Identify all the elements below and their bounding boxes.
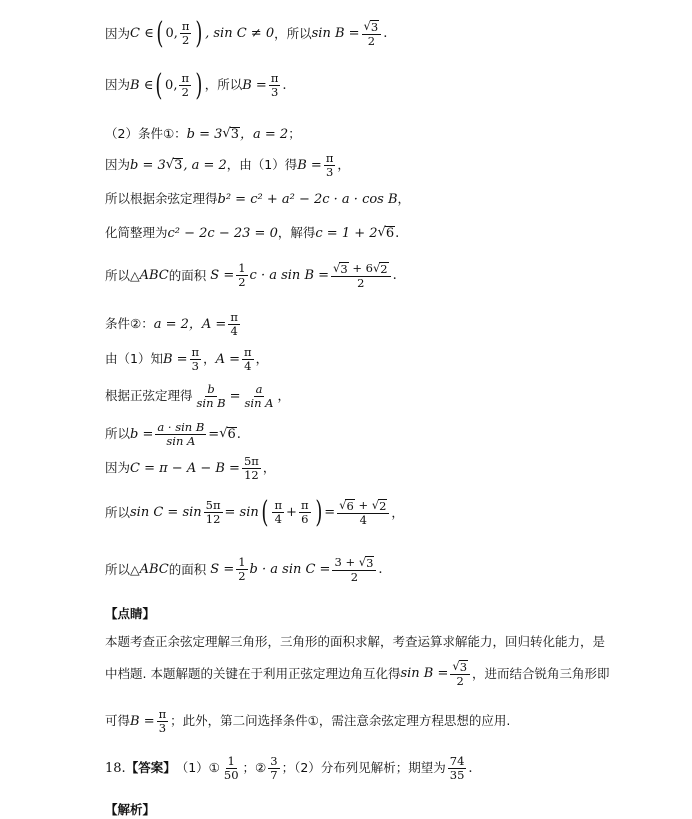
fraction: $\frac{5\pi}{12}$ xyxy=(243,454,259,483)
fraction: $\frac{1}{50}$ xyxy=(223,754,239,783)
fraction: $\frac{\pi}{3}$ xyxy=(191,345,200,374)
fraction: $\frac{\pi}{3}$ xyxy=(158,707,167,736)
fraction: √ 3 2 xyxy=(362,20,382,48)
math: 0, xyxy=(165,78,178,94)
math: c = 1 + 2 xyxy=(315,226,378,242)
q18-answer xyxy=(105,755,473,782)
text: ，由（1）得 xyxy=(226,157,298,173)
solution-line-14 xyxy=(105,556,383,584)
math: sin B = xyxy=(400,666,449,682)
fraction: $\frac{\pi}{2}$ xyxy=(181,19,190,48)
paren-open: ( xyxy=(261,494,269,530)
fraction: $\frac{\pi}{3}$ xyxy=(325,151,334,180)
sqrt: √ 6 xyxy=(219,426,236,443)
text: 由（1）知 xyxy=(105,351,163,367)
solution-line-2 xyxy=(105,67,287,103)
math: B = xyxy=(297,158,322,174)
math: a = 2， xyxy=(153,317,202,333)
math: c² − 2c − 23 = 0 xyxy=(167,226,278,242)
fraction: $\frac{74}{35}$ xyxy=(449,754,465,783)
math: b² = c² + a² − 2c · a · cos B xyxy=(217,192,398,207)
dianjing-paragraph-2 xyxy=(105,660,610,688)
solution-line-6 xyxy=(105,226,399,241)
math: + xyxy=(286,505,297,521)
fraction: $\frac{\pi}{2}$ xyxy=(181,71,190,100)
text: 所以 xyxy=(105,504,131,520)
dianjing-paragraph-3 xyxy=(105,708,510,735)
math: B = xyxy=(242,78,267,94)
fraction: $\frac{3}{7}$ xyxy=(270,754,278,783)
text: （2）条件①： xyxy=(105,126,187,142)
text: 因为 xyxy=(105,460,131,476)
text: 的面积 xyxy=(168,267,207,283)
math: = sin xyxy=(224,505,259,521)
math: A = xyxy=(201,317,227,333)
math: . xyxy=(282,78,287,94)
fraction: $\frac{\pi}{4}$ xyxy=(244,345,252,374)
math: , sin C ≠ 0 xyxy=(205,26,275,42)
text: ，进而结合锐角三角形即 xyxy=(472,665,610,681)
text: ， xyxy=(391,504,404,520)
sqrt: √ 3 xyxy=(165,157,183,174)
text: 中档题. 本题解题的关键在于利用正弦定理边角互化得 xyxy=(105,665,401,681)
math: A = xyxy=(215,352,241,368)
math: S = xyxy=(210,562,235,578)
paren-close: ) xyxy=(195,67,203,103)
math: b = 3 xyxy=(186,127,223,143)
fraction: $\frac{\pi}{4}$ xyxy=(274,498,283,527)
math: b = 3 xyxy=(130,158,166,174)
math: . xyxy=(395,226,400,242)
math: sin B = xyxy=(311,26,360,42)
text: （1）① xyxy=(175,760,220,776)
text: 条件②： xyxy=(105,316,154,332)
paren-open: ( xyxy=(156,15,164,51)
text: ；此外，第二问选择条件①，需注意余弦定理方程思想的应用. xyxy=(170,713,511,729)
text: 化简整理为 xyxy=(105,225,168,241)
text: ， xyxy=(203,351,216,367)
text: 所以△ xyxy=(105,267,140,283)
text: ； xyxy=(288,126,301,142)
paren-close: ) xyxy=(195,15,203,51)
text: ；② xyxy=(242,760,267,776)
solution-line-4 xyxy=(105,152,350,179)
solution-line-7 xyxy=(105,262,397,290)
solution-line-9 xyxy=(105,346,268,373)
fraction: $\frac{1}{2}$ xyxy=(238,261,246,290)
answer-tag: 【答案】 xyxy=(125,760,176,776)
math: . xyxy=(468,761,473,777)
text: 因为 xyxy=(105,77,131,93)
math: B ∈ xyxy=(130,78,154,94)
solution-line-5 xyxy=(105,193,410,206)
fraction: $\frac{\text{a · sin B}}{\text{sin A}}$ xyxy=(157,420,205,449)
text: ， xyxy=(262,460,276,476)
fraction: √ 3 2 xyxy=(450,660,470,688)
fraction: √ 3 + 6 √ 2 2 xyxy=(331,262,391,290)
solution-line-12 xyxy=(105,455,275,482)
math: 0, xyxy=(165,26,178,42)
math: C = π − A − B = xyxy=(130,461,240,477)
fraction: 3 + √ 3 2 xyxy=(332,556,376,584)
fraction: $\frac{\pi}{3}$ xyxy=(270,71,279,100)
text: 可得 xyxy=(105,713,131,729)
solution-line-1 xyxy=(105,15,388,51)
question-number: 18. xyxy=(105,761,126,777)
fraction: $\frac{\pi}{4}$ xyxy=(230,310,238,339)
fraction: $\frac{1}{2}$ xyxy=(238,555,246,584)
text: ，解得 xyxy=(277,225,316,241)
text: 所以△ xyxy=(105,561,140,577)
solution-line-8 xyxy=(105,311,242,338)
math: . xyxy=(392,268,397,284)
paren-open: ( xyxy=(155,67,163,103)
text: 因为 xyxy=(105,157,131,173)
fraction: $\frac{\pi}{6}$ xyxy=(300,498,309,527)
math: = xyxy=(324,505,336,521)
text: ，所以 xyxy=(204,77,243,93)
text: ；（2）分布列见解析；期望为 xyxy=(281,760,446,776)
math: c · a sin B = xyxy=(249,268,330,284)
dianjing-title: 【点睛】 xyxy=(105,606,156,621)
math: = xyxy=(208,427,220,443)
math: , a = 2 xyxy=(183,158,227,174)
math: C ∈ xyxy=(130,26,154,42)
dianjing-paragraph-1: 本题考查正余弦定理解三角形，三角形的面积求解，考查运算求解能力，回归转化能力，是 xyxy=(105,634,606,649)
math: b = xyxy=(130,427,154,443)
fraction: √ 6 + √ 2 4 xyxy=(337,499,389,527)
math: = xyxy=(229,389,241,405)
math: S = xyxy=(210,268,235,284)
solution-line-11 xyxy=(105,421,241,448)
text: ， xyxy=(397,191,411,207)
math: B = xyxy=(130,714,155,730)
math: sin C = sin xyxy=(130,505,202,521)
math: . xyxy=(383,26,388,42)
text: ， xyxy=(277,388,290,404)
solution-line-13 xyxy=(105,494,404,530)
math: b · a sin C = xyxy=(249,562,331,578)
fraction: $\frac{b}{\text{sin B}}$ xyxy=(196,382,226,411)
text: 所以根据余弦定理得 xyxy=(105,191,218,207)
jiexi-title: 【解析】 xyxy=(105,802,156,817)
fraction: $\frac{5\pi}{12}$ xyxy=(205,498,221,527)
paren-close: ) xyxy=(314,494,322,530)
text: ，所以 xyxy=(274,25,312,41)
text: 根据正弦定理得 xyxy=(105,388,193,404)
sqrt: √ 3 xyxy=(222,126,239,142)
math: B = xyxy=(162,352,188,368)
text: 所以 xyxy=(105,426,131,442)
text: ， xyxy=(255,351,269,367)
solution-line-10 xyxy=(105,383,290,410)
text: ， xyxy=(337,157,350,173)
text: 的面积 xyxy=(168,561,207,577)
math: ABC xyxy=(139,562,169,578)
text: 因为 xyxy=(105,25,131,41)
solution-line-3 xyxy=(105,127,301,142)
math: . xyxy=(236,427,241,443)
math: ABC xyxy=(139,268,169,284)
math: . xyxy=(378,562,383,578)
sqrt: √ 6 xyxy=(377,225,395,241)
fraction: $\frac{a}{\text{sin A}}$ xyxy=(244,382,274,411)
math: ，a = 2 xyxy=(240,127,289,143)
